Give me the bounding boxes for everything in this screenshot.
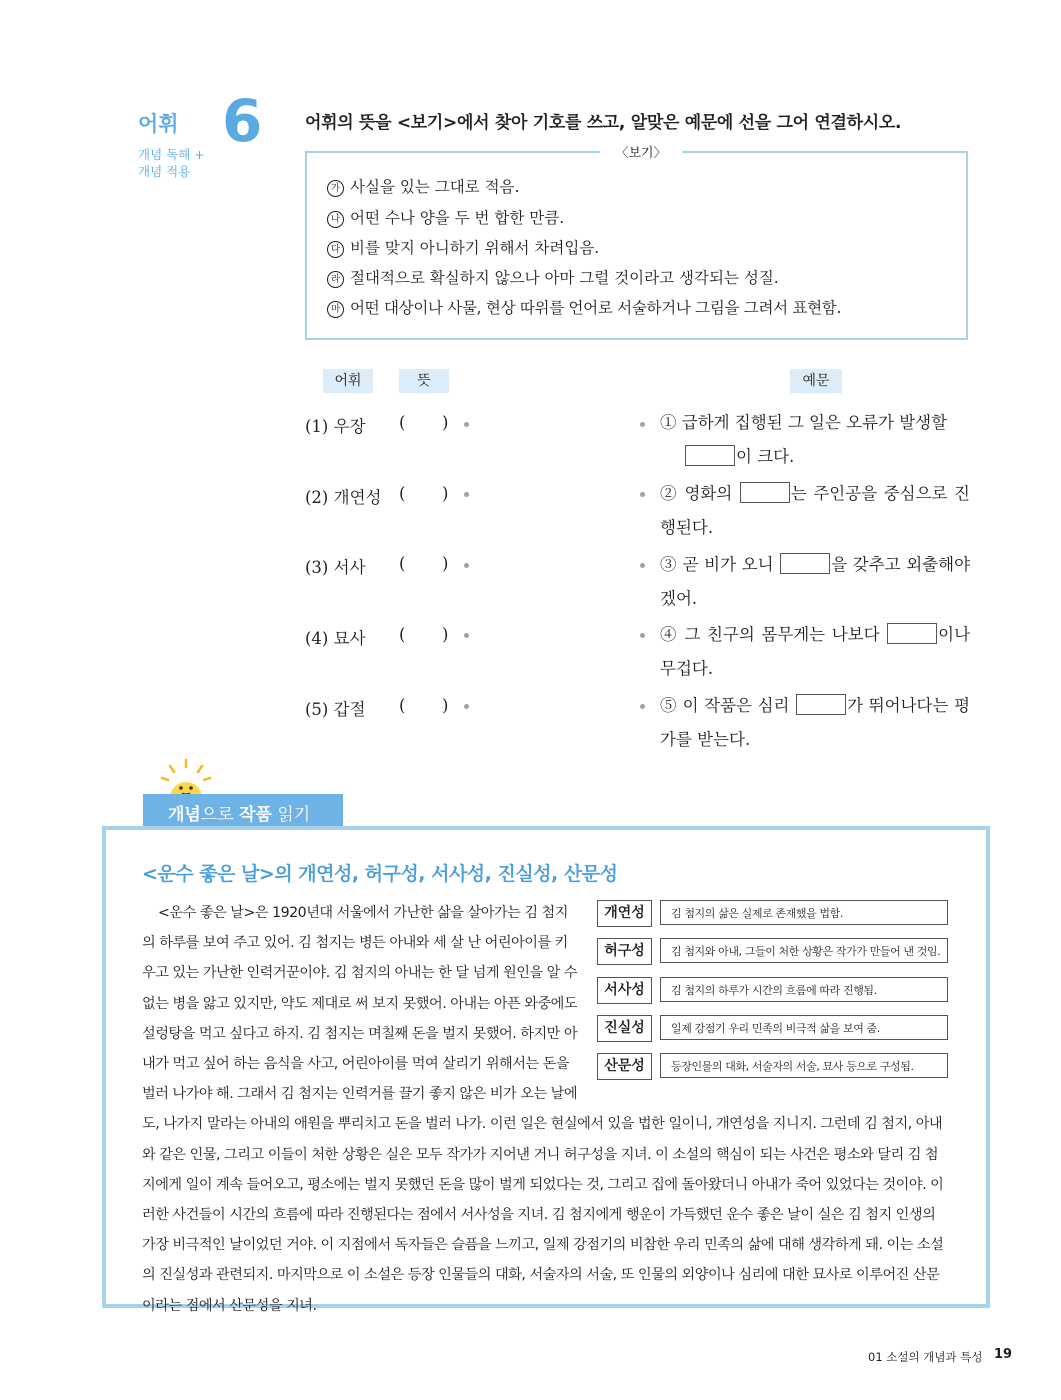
word-num: (2): [305, 488, 329, 507]
example-num: ①: [660, 413, 677, 432]
example-text: 영화의: [684, 484, 739, 503]
tab-word: 읽기: [271, 805, 311, 825]
sun-mascot-icon: [158, 758, 214, 798]
example-text: 이 크다.: [736, 447, 795, 466]
concept-tag-desc: 김 첨지의 삶은 실제로 존재했을 법함.: [660, 900, 948, 925]
word-num: (5): [305, 700, 329, 719]
header-meaning: 뜻: [399, 369, 449, 393]
footer-chapter: 01 소설의 개념과 특성: [868, 1350, 983, 1364]
example-text: 곧 비가 오니: [682, 555, 780, 574]
connect-dot-right[interactable]: [640, 422, 645, 427]
connect-dot-right[interactable]: [640, 704, 645, 709]
connect-dot-right[interactable]: [640, 492, 645, 497]
header-word: 어휘: [323, 369, 373, 393]
word-text: 개연성: [333, 488, 382, 507]
tab-word: 작품: [239, 805, 272, 825]
example-text: 는 주인공을 중심으로 진행된다.: [660, 484, 970, 537]
concept-tag: 진실성: [597, 1015, 652, 1042]
bogi-text: 비를 맞지 아니하기 위해서 차려입음.: [350, 239, 600, 257]
connect-dot-left[interactable]: [464, 704, 469, 709]
section-sublabel: [138, 146, 218, 180]
bogi-symbol: 나: [327, 211, 344, 228]
word-text: 갑절: [333, 700, 366, 719]
answer-blank[interactable]: [796, 694, 846, 715]
word-item: [305, 625, 366, 649]
answer-blank[interactable]: [685, 445, 735, 466]
connect-dot-right[interactable]: [640, 563, 645, 568]
header-example: 예문: [790, 369, 842, 393]
answer-blank[interactable]: [740, 482, 790, 503]
concept-tag: 서사성: [597, 977, 652, 1004]
concept-tab-label: [168, 800, 310, 825]
bogi-title: 〈보기〉: [600, 142, 682, 161]
connect-dot-left[interactable]: [464, 633, 469, 638]
bogi-text: 어떤 수나 양을 두 번 합한 만큼.: [350, 209, 565, 227]
word-item: [305, 413, 366, 437]
connect-dot-left[interactable]: [464, 492, 469, 497]
answer-paren-open: (: [399, 625, 406, 644]
concept-tag-desc: 일제 강점기 우리 민족의 비극적 삶을 보여 줌.: [660, 1015, 948, 1040]
bogi-item: [327, 296, 841, 318]
bogi-symbol: 다: [327, 241, 344, 258]
example-num: ⑤: [660, 696, 677, 715]
answer-paren-close[interactable]: ): [442, 696, 449, 715]
example-text: 이나 무겁다.: [660, 625, 971, 678]
example-sentence: [660, 689, 970, 757]
connect-dot-left[interactable]: [464, 422, 469, 427]
word-text: 우장: [333, 417, 366, 436]
connect-dot-left[interactable]: [464, 563, 469, 568]
answer-paren-open: (: [399, 696, 406, 715]
example-text: 급하게 집행된 그 일은 오류가 발생할: [681, 413, 948, 432]
bogi-text: 어떤 대상이나 사물, 현상 따위를 언어로 서술하거나 그림을 그려서 표현함.: [350, 299, 842, 317]
concept-heading: <운수 좋은 날>의 개연성, 허구성, 서사성, 진실성, 산문성: [142, 863, 618, 885]
question-title: 어휘의 뜻을 <보기>에서 찾아 기호를 쓰고, 알맞은 예문에 선을 그어 연결하시오.: [305, 113, 902, 133]
bogi-item: [327, 266, 779, 288]
word-num: (1): [305, 417, 329, 436]
word-item: [305, 554, 366, 578]
answer-paren-open: (: [399, 554, 406, 573]
bogi-text: 절대적으로 확실하지 않으나 아마 그럴 것이라고 생각되는 성질.: [350, 269, 779, 287]
tab-word: 개념: [168, 805, 201, 825]
bogi-item: [327, 236, 599, 258]
answer-paren-open: (: [399, 484, 406, 503]
example-num: ④: [660, 625, 678, 644]
section-sub-text: 개념 독해 + 개념 적용: [138, 147, 205, 179]
answer-blank[interactable]: [887, 623, 937, 644]
concept-tag: 산문성: [597, 1053, 652, 1080]
example-text: 이 작품은 심리: [682, 696, 796, 715]
bogi-item: [327, 206, 564, 228]
example-sentence: [660, 618, 970, 686]
concept-tag: 허구성: [597, 938, 652, 965]
connect-dot-right[interactable]: [640, 633, 645, 638]
bogi-symbol: 마: [327, 301, 344, 318]
page-number: 19: [994, 1347, 1013, 1362]
word-item: [305, 696, 366, 720]
example-text: 그 친구의 몸무게는 나보다: [684, 625, 887, 644]
answer-paren-close[interactable]: ): [442, 625, 449, 644]
concept-tag-desc: 등장인물의 대화, 서술자의 서술, 묘사 등으로 구성됨.: [660, 1053, 948, 1078]
bogi-symbol: 가: [327, 180, 344, 197]
word-text: 묘사: [333, 629, 366, 648]
example-text: 을 갖추고 외출해야겠어.: [660, 555, 971, 608]
question-number: 6: [222, 87, 263, 155]
tab-word: 으로: [200, 805, 240, 825]
bogi-item: [327, 175, 519, 197]
answer-blank[interactable]: [780, 553, 830, 574]
concept-tag: 개연성: [597, 900, 652, 927]
example-num: ③: [660, 555, 677, 574]
word-num: (4): [305, 629, 329, 648]
bogi-symbol: 라: [327, 271, 344, 288]
answer-paren-close[interactable]: ): [442, 554, 449, 573]
bogi-text: 사실을 있는 그대로 적음.: [350, 178, 520, 196]
answer-paren-close[interactable]: ): [442, 413, 449, 432]
example-num: ②: [660, 484, 678, 503]
answer-paren-close[interactable]: ): [442, 484, 449, 503]
word-item: [305, 484, 381, 508]
example-sentence: [660, 548, 970, 616]
word-num: (3): [305, 558, 329, 577]
concept-tag-desc: 김 첨지와 아내, 그들이 처한 상황은 작가가 만들어 낸 것임.: [660, 938, 948, 963]
example-sentence: [660, 406, 970, 474]
section-label: 어휘: [138, 112, 179, 136]
example-text: 가 뛰어나다는 평가를 받는다.: [660, 696, 971, 749]
word-text: 서사: [333, 558, 366, 577]
answer-paren-open: (: [399, 413, 406, 432]
concept-tag-desc: 김 첨지의 하루가 시간의 흐름에 따라 진행됨.: [660, 977, 948, 1002]
reading-text: <운수 좋은 날>은 1920년대 서울에서 가난한 삶을 살아가는 김 첨지의 하루를 보여 주고 있어. 김 첨지는 병든 아내와 세 살 난 어린아이를 키우고 있는 가난한 인력거꾼이야. 김 첨지의 아내는 한 달 넘게 원인을 알 수 없는 병을 앓고 있지만, 약도 제대로 써 보지 못했어. 아내는 아픈 와중에도 설렁탕을 먹고 싶다고 하지. 김 첨지는 며칠째 돈을 벌지 못했어. 하지만 아내가 먹고 싶어 하는 음식을 사고, 어린아이를 먹여 살리기 위해서는 돈을 벌러 나가야 해. 그래서 김 첨지는 인력거를 끌기 좋지 않은 비가 오는 날에도, 나가지 말라는 아내의 애원을 뿌리치고 돈을 벌러 나가. 이런 일은 현실에서 있을 법한 일이니, 개연성을 지니지. 그런데 김 첨지, 아내와 같은 인물, 그리고 이들이 처한 상황은 실은 모두 작가가 지어낸 거니 허구성을 지녀. 이 소설의 핵심이 되는 사건은 평소와 달리 김 첨지에게 일이 계속 들어오고, 평소에는 벌지 못했던 돈을 많이 벌게 되었다는 것, 그리고 집에 돌아왔더니 아내가 죽어 있었다는 것이야. 이러한 사건들이 시간의 흐름에 따라 진행된다는 점에서 서사성을 지녀. 김 첨지에게 행운이 가득했던 운수 좋은 날이 실은 김 첨지 인생의 가장 비극적인 날이었던 거야. 이 지점에서 독자들은 슬픔을 느끼고, 일제 강점기의 비참한 우리 민족의 삶에 대해 생각하게 돼. 이는 소설의 진실성과 관련되지. 마지막으로 이 소설은 등장 인물들의 대화, 서술자의 서술, 또 인물의 외양이나 심리에 대한 묘사로 이루어진 산문이라는 점에서 산문성을 지녀.: [142, 905, 944, 1314]
example-sentence: [660, 477, 970, 545]
